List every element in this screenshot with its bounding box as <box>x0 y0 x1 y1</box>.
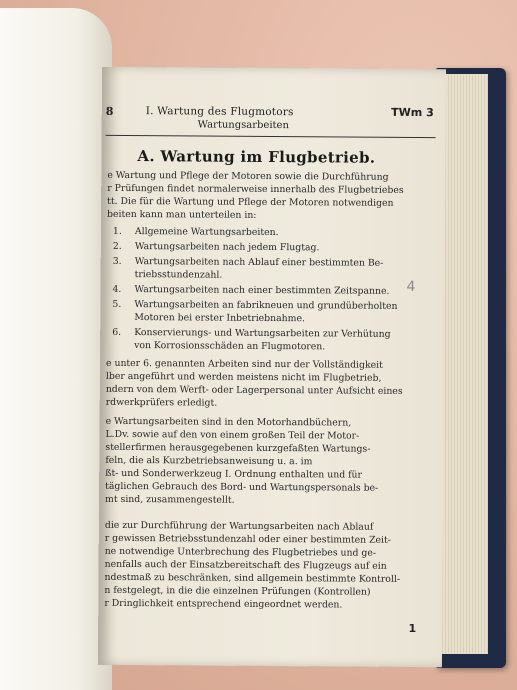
text-line: e unter 6. genannten Arbeiten sind nur der Vollständigkeit <box>105 357 383 371</box>
list-number: 6. <box>112 326 122 338</box>
paragraph-2 <box>106 357 434 411</box>
text-line: stellerfirmen herausgegebenen kurzgefaßten Wartungs- <box>105 441 371 455</box>
text-line: r Prüfungen findet normalerweise innerhalb des Flugbetriebes <box>107 182 404 196</box>
text-line: beiten kann man unterteilen in: <box>107 208 257 221</box>
text-line: ne notwendige Unterbrechung des Flugbetriebes und ge- <box>104 545 377 559</box>
left-page <box>0 8 112 690</box>
page-number-left: 8 <box>105 104 114 118</box>
text-line: ßt- und Sonderwerkzeug I. Ordnung enthalten und für <box>105 467 363 481</box>
text-line: e Wartung und Pflege der Motoren sowie die Durchführung <box>107 169 389 183</box>
header-subtitle: Wartungsarbeiten <box>197 119 289 132</box>
paragraph-4 <box>104 519 433 612</box>
text-line: feln, die als Kurzbetriebsanweisung u. a. im <box>105 454 313 468</box>
text-line: r gewissen Betriebsstundenzahl oder einer bestimmten Zeit- <box>104 532 391 546</box>
text-line: ndern von dem Werft- oder Lagerpersonal unter Aufsicht eines <box>105 383 403 397</box>
list-text: Wartungsarbeiten nach einer bestimmten Zeitspanne. <box>134 284 390 297</box>
text-line: mt sind, zusammengestellt. <box>105 493 235 506</box>
list-item <box>106 298 434 326</box>
list-text: Wartungsarbeiten an fabrikneuen und grundüberholten <box>134 299 398 312</box>
list-text: Allgemeine Wartungsarbeiten. <box>134 226 279 239</box>
list-number: 2. <box>112 240 122 252</box>
list-number: 3. <box>112 255 122 267</box>
list-number: 1. <box>112 225 122 237</box>
page-edges <box>440 74 488 654</box>
page-header <box>106 101 436 138</box>
book-page <box>98 67 446 667</box>
text-line: rdwerkprüfers erledigt. <box>105 396 218 409</box>
work-list <box>106 225 435 356</box>
text-line: tt. Die für die Wartung und Pflege der Motoren notwendigen <box>107 195 394 209</box>
list-number: 4. <box>112 283 122 295</box>
list-number: 5. <box>112 298 122 310</box>
text-line: e Wartungsarbeiten sind in den Motorhandbüchern, <box>105 415 352 429</box>
section-title: A. Wartung im Flugbetrieb. <box>137 147 376 167</box>
list-text: Wartungsarbeiten nach jedem Flugtag. <box>134 241 320 254</box>
text-line: ndestmaß zu beschränken, sind allgemein bestimmte Kontroll- <box>104 571 401 585</box>
header-code: TWm 3 <box>391 105 434 120</box>
list-text: Wartungsarbeiten nach Ablauf einer bestimmten Be- <box>134 256 384 269</box>
text-line: lber angeführt und werden meistens nicht im Flugbetrieb, <box>105 370 382 384</box>
text-line: L.Dv. sowie auf den von einem großen Teil der Motor- <box>105 428 360 442</box>
page-number-footer: 1 <box>408 621 417 636</box>
list-item <box>106 283 434 298</box>
text-line: r Dringlichkeit entsprechend eingeordnet werden. <box>104 597 343 611</box>
list-item <box>107 240 435 255</box>
list-item <box>107 255 435 283</box>
text-line: täglichen Gebrauch des Bord- und Wartungspersonals be- <box>105 480 379 494</box>
list-text: triebsstundenzahl. <box>134 269 223 281</box>
text-line: nenfalls auch der Einsatzbereitschaft des Flugzeugs auf ein <box>104 558 387 572</box>
text-line: die zur Durchführung der Wartungsarbeiten nach Ablauf <box>104 519 374 533</box>
list-text: Konservierungs- und Wartungsarbeiten zur Verhütung <box>134 327 391 340</box>
text-line: n festgelegt, in die die einzelnen Prüfungen (Kontrollen) <box>104 584 371 598</box>
intro-paragraph <box>107 169 435 223</box>
list-item <box>106 326 434 354</box>
list-item <box>107 225 435 240</box>
list-text: Motoren bei erster Inbetriebnahme. <box>134 312 305 325</box>
paragraph-3 <box>105 415 434 508</box>
pencil-annotation: 4 <box>406 278 416 295</box>
list-text: von Korrosionsschäden an Flugmotoren. <box>134 340 326 353</box>
header-title: I. Wartung des Flugmotors <box>145 105 294 119</box>
